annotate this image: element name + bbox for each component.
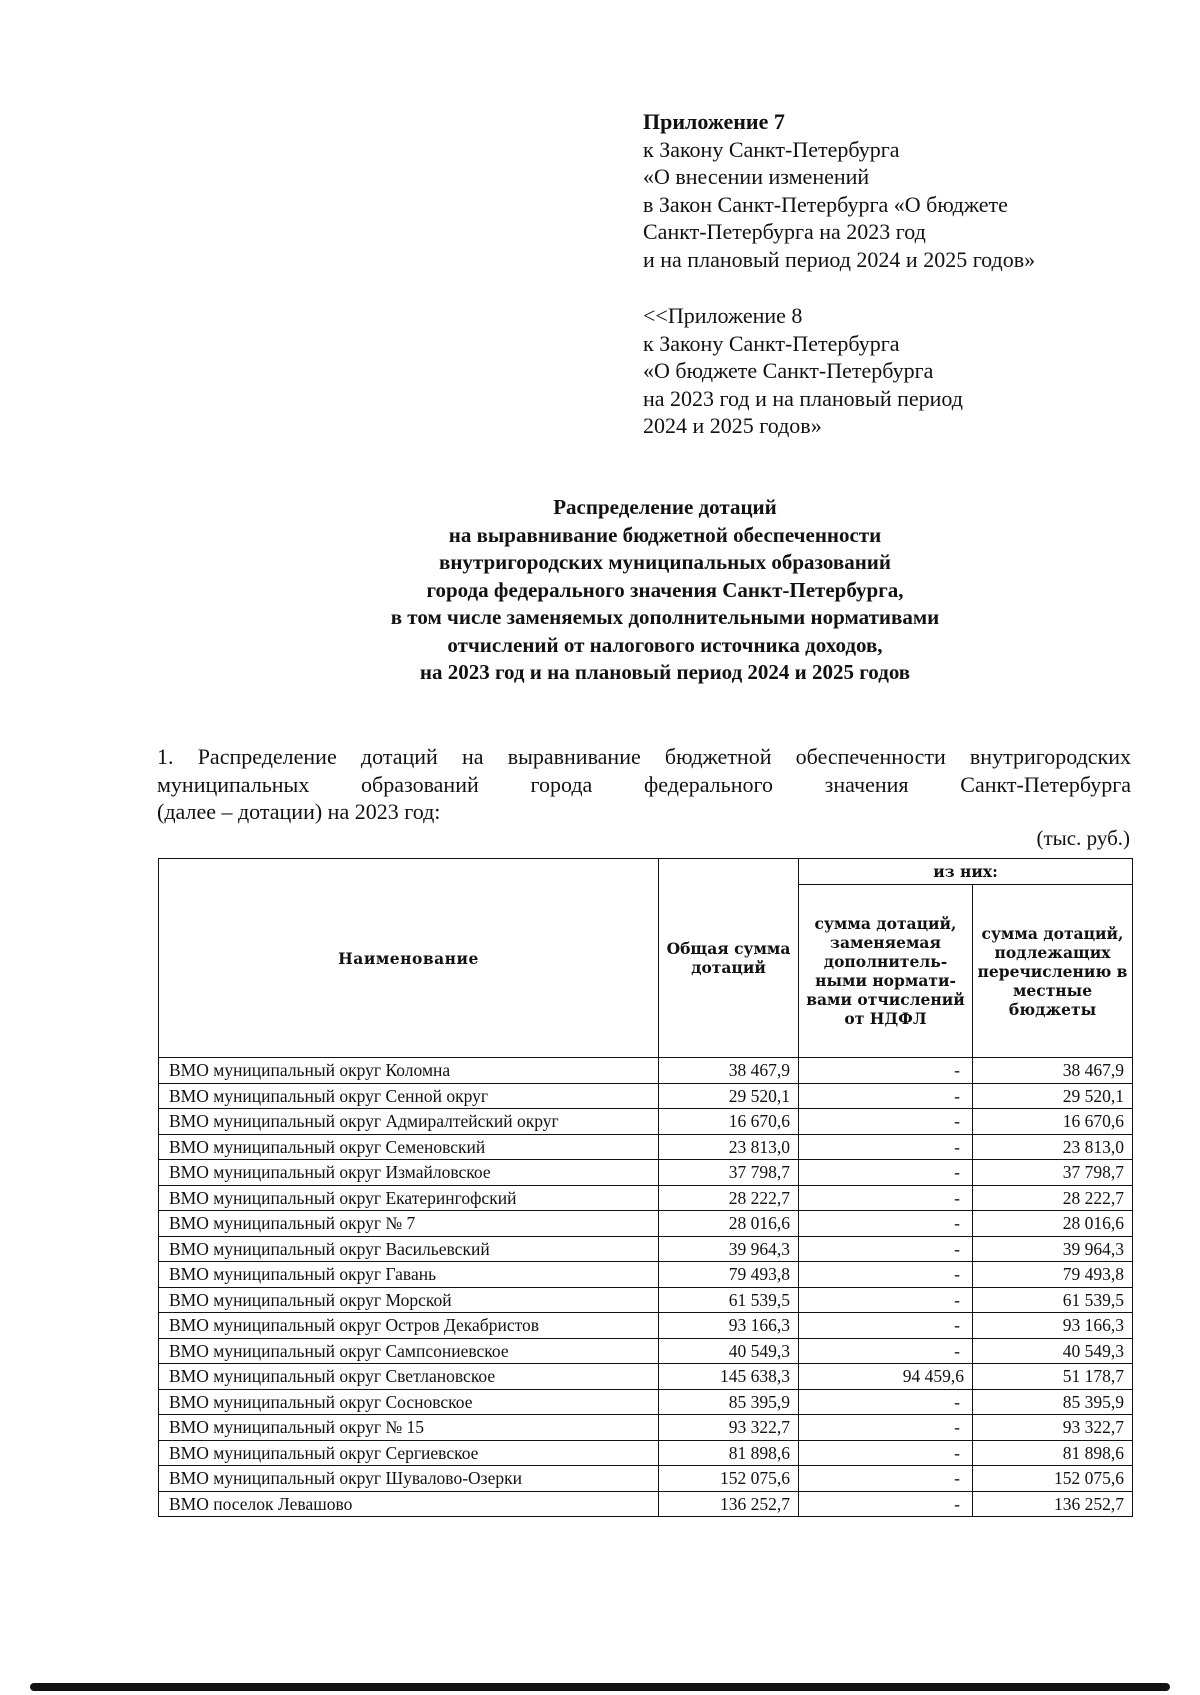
row-total-cell: 93 322,7 <box>659 1415 799 1441</box>
row-name-cell: ВМО муниципальный округ Сенной округ <box>159 1083 659 1109</box>
table-row <box>159 1415 1133 1441</box>
row-replaced-cell: - <box>799 1389 973 1415</box>
row-transfer-cell: 81 898,6 <box>973 1440 1133 1466</box>
row-total-cell: 38 467,9 <box>659 1058 799 1084</box>
paragraph-line: (далее – дотации) на 2023 год: <box>157 799 441 824</box>
intro-paragraph <box>157 743 1131 826</box>
title-line: на выравнивание бюджетной обеспеченности <box>448 522 882 547</box>
table-row <box>159 1109 1133 1135</box>
appendix-8-block <box>643 302 1113 440</box>
table-row <box>159 1160 1133 1186</box>
row-name-cell: ВМО муниципальный округ Сергиевское <box>159 1440 659 1466</box>
appendix-8-line: «О бюджете Санкт-Петербурга <box>643 358 934 383</box>
row-name-cell: ВМО муниципальный округ Семеновский <box>159 1134 659 1160</box>
row-name-cell: ВМО муниципальный округ Шувалово-Озерки <box>159 1466 659 1492</box>
row-total-cell: 81 898,6 <box>659 1440 799 1466</box>
row-total-cell: 145 638,3 <box>659 1364 799 1390</box>
row-transfer-cell: 16 670,6 <box>973 1109 1133 1135</box>
row-replaced-cell: - <box>799 1236 973 1262</box>
unit-label: (тыс. руб.) <box>1036 826 1130 850</box>
row-transfer-cell: 29 520,1 <box>973 1083 1133 1109</box>
row-replaced-cell: 94 459,6 <box>799 1364 973 1390</box>
table-row <box>159 1058 1133 1084</box>
row-transfer-cell: 85 395,9 <box>973 1389 1133 1415</box>
row-total-cell: 85 395,9 <box>659 1389 799 1415</box>
table-row <box>159 1364 1133 1390</box>
table-row <box>159 1491 1133 1517</box>
row-name-cell: ВМО муниципальный округ Остров Декабристов <box>159 1313 659 1339</box>
appendix-7-block <box>643 108 1113 273</box>
header-transfer: сумма дотаций, подлежащих перечислению в местные бюджеты <box>973 885 1133 1058</box>
title-line: Распределение дотаций <box>553 495 777 519</box>
row-total-cell: 23 813,0 <box>659 1134 799 1160</box>
header-name: Наименование <box>159 859 659 1058</box>
appendix-8-line: к Закону Санкт-Петербурга <box>643 330 900 356</box>
table-row <box>159 1262 1133 1288</box>
table-body <box>159 1058 1133 1517</box>
header-total: Общая сумма дотаций <box>659 859 799 1058</box>
row-replaced-cell: - <box>799 1440 973 1466</box>
row-total-cell: 16 670,6 <box>659 1109 799 1135</box>
table-row <box>159 1389 1133 1415</box>
row-name-cell: ВМО муниципальный округ Сосновское <box>159 1389 659 1415</box>
title-line: города федерального значения Санкт-Петербурга, <box>426 577 904 602</box>
document-title <box>160 494 1170 687</box>
row-transfer-cell: 28 016,6 <box>973 1211 1133 1237</box>
row-name-cell: ВМО муниципальный округ № 7 <box>159 1211 659 1237</box>
row-name-cell: ВМО муниципальный округ № 15 <box>159 1415 659 1441</box>
appendix-8-line: 2024 и 2025 годов» <box>643 413 822 438</box>
row-replaced-cell: - <box>799 1058 973 1084</box>
appendix-7-line: к Закону Санкт-Петербурга <box>643 136 900 162</box>
row-total-cell: 61 539,5 <box>659 1287 799 1313</box>
row-transfer-cell: 152 075,6 <box>973 1466 1133 1492</box>
table-row <box>159 1083 1133 1109</box>
row-transfer-cell: 23 813,0 <box>973 1134 1133 1160</box>
row-replaced-cell: - <box>799 1338 973 1364</box>
row-total-cell: 28 222,7 <box>659 1185 799 1211</box>
table-row <box>159 1236 1133 1262</box>
row-total-cell: 28 016,6 <box>659 1211 799 1237</box>
row-replaced-cell: - <box>799 1083 973 1109</box>
row-replaced-cell: - <box>799 1160 973 1186</box>
row-replaced-cell: - <box>799 1491 973 1517</box>
row-replaced-cell: - <box>799 1415 973 1441</box>
row-name-cell: ВМО муниципальный округ Васильевский <box>159 1236 659 1262</box>
row-transfer-cell: 51 178,7 <box>973 1364 1133 1390</box>
row-replaced-cell: - <box>799 1262 973 1288</box>
row-replaced-cell: - <box>799 1466 973 1492</box>
row-name-cell: ВМО муниципальный округ Сампсониевское <box>159 1338 659 1364</box>
title-line: отчислений от налогового источника доходов, <box>447 632 883 657</box>
row-total-cell: 39 964,3 <box>659 1236 799 1262</box>
row-total-cell: 40 549,3 <box>659 1338 799 1364</box>
table-row <box>159 1313 1133 1339</box>
title-line: на 2023 год и на плановый период 2024 и 2025 годов <box>419 660 911 684</box>
row-total-cell: 93 166,3 <box>659 1313 799 1339</box>
row-replaced-cell: - <box>799 1287 973 1313</box>
row-total-cell: 79 493,8 <box>659 1262 799 1288</box>
table-row <box>159 1440 1133 1466</box>
row-transfer-cell: 40 549,3 <box>973 1338 1133 1364</box>
row-transfer-cell: 79 493,8 <box>973 1262 1133 1288</box>
row-transfer-cell: 136 252,7 <box>973 1491 1133 1517</box>
paragraph-line: муниципальных образований города федерального значения Санкт-Петербурга <box>157 771 1131 797</box>
row-name-cell: ВМО муниципальный округ Светлановское <box>159 1364 659 1390</box>
row-transfer-cell: 39 964,3 <box>973 1236 1133 1262</box>
row-replaced-cell: - <box>799 1134 973 1160</box>
title-line: внутригородских муниципальных образований <box>438 550 891 574</box>
row-name-cell: ВМО муниципальный округ Гавань <box>159 1262 659 1288</box>
table-row <box>159 1134 1133 1160</box>
table-row <box>159 1287 1133 1313</box>
appendix-7-title: Приложение 7 <box>643 109 785 134</box>
appendix-8-line: на 2023 год и на плановый период <box>643 385 963 411</box>
row-total-cell: 29 520,1 <box>659 1083 799 1109</box>
table-row <box>159 1185 1133 1211</box>
row-name-cell: ВМО муниципальный округ Морской <box>159 1287 659 1313</box>
table-row <box>159 1211 1133 1237</box>
row-name-cell: ВМО муниципальный округ Коломна <box>159 1058 659 1084</box>
appendix-7-line: и на плановый период 2024 и 2025 годов» <box>643 246 1036 272</box>
row-transfer-cell: 93 322,7 <box>973 1415 1133 1441</box>
row-name-cell: ВМО муниципальный округ Адмиралтейский округ <box>159 1109 659 1135</box>
table-row <box>159 1338 1133 1364</box>
row-total-cell: 152 075,6 <box>659 1466 799 1492</box>
appendix-7-line: Санкт-Петербурга на 2023 год <box>643 219 926 244</box>
appendix-8-line: <<Приложение 8 <box>643 303 803 328</box>
header-replaced: сумма дотаций, заменяемая дополнитель- ными нормати- вами отчислений от НДФЛ <box>799 885 973 1058</box>
header-of-which: из них: <box>799 859 1133 885</box>
title-line: в том числе заменяемых дополнительными нормативами <box>390 605 940 629</box>
row-name-cell: ВМО муниципальный округ Екатерингофский <box>159 1185 659 1211</box>
bottom-rule <box>30 1683 1170 1691</box>
appendix-7-line: «О внесении изменений <box>643 164 870 189</box>
subsidy-table <box>158 858 1133 1517</box>
row-total-cell: 37 798,7 <box>659 1160 799 1186</box>
row-total-cell: 136 252,7 <box>659 1491 799 1517</box>
row-transfer-cell: 61 539,5 <box>973 1287 1133 1313</box>
row-transfer-cell: 37 798,7 <box>973 1160 1133 1186</box>
row-replaced-cell: - <box>799 1211 973 1237</box>
row-replaced-cell: - <box>799 1109 973 1135</box>
row-transfer-cell: 93 166,3 <box>973 1313 1133 1339</box>
row-transfer-cell: 38 467,9 <box>973 1058 1133 1084</box>
row-name-cell: ВМО поселок Левашово <box>159 1491 659 1517</box>
row-replaced-cell: - <box>799 1313 973 1339</box>
appendix-7-line: в Закон Санкт-Петербурга «О бюджете <box>643 191 1008 217</box>
table-row <box>159 1466 1133 1492</box>
row-transfer-cell: 28 222,7 <box>973 1185 1133 1211</box>
row-replaced-cell: - <box>799 1185 973 1211</box>
paragraph-line: 1. Распределение дотаций на выравнивание бюджетной обеспеченности внутригородских <box>157 744 1131 769</box>
row-name-cell: ВМО муниципальный округ Измайловское <box>159 1160 659 1186</box>
